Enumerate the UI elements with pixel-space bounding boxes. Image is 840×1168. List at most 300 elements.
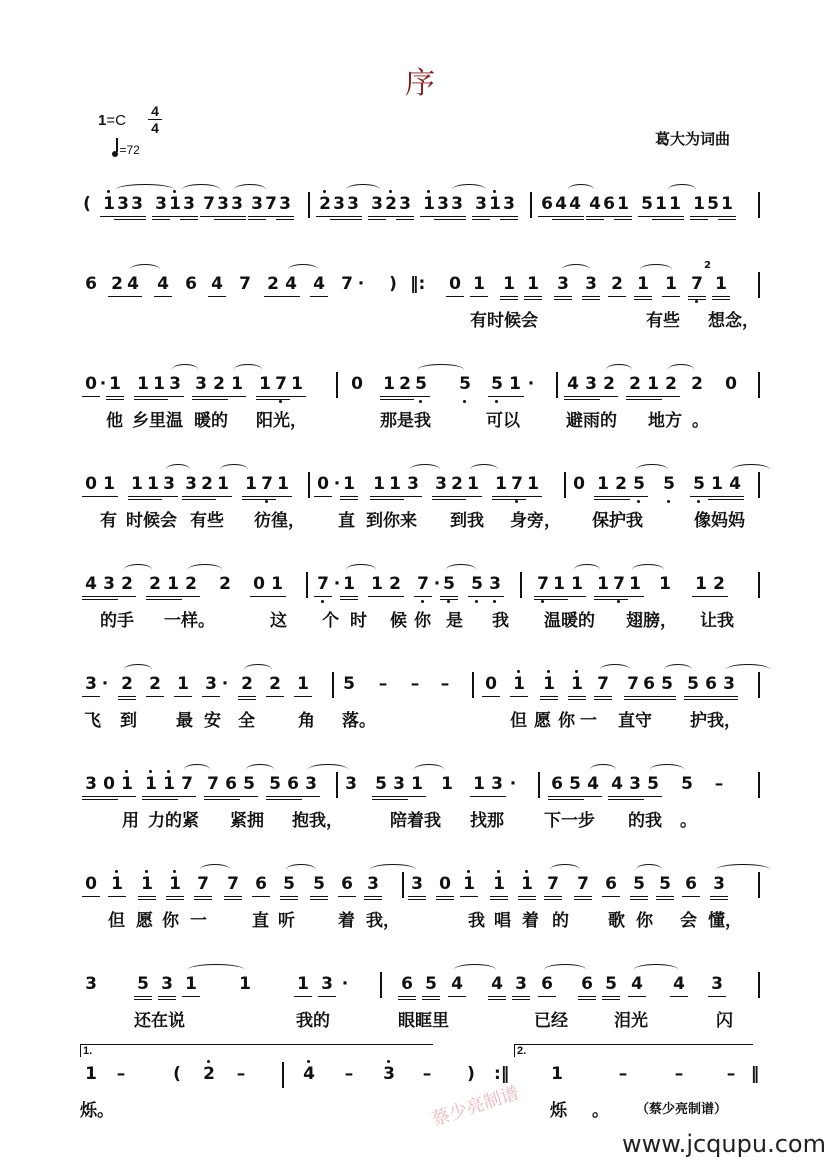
score-line	[80, 188, 770, 248]
barline	[758, 472, 760, 498]
octave-dot	[547, 670, 550, 673]
lyric-text: 你	[162, 911, 179, 931]
octave-dot	[389, 190, 392, 193]
score-line	[80, 368, 770, 431]
note-token: 3	[155, 194, 167, 214]
tie-slur	[446, 564, 476, 575]
note-token: 2	[149, 674, 161, 694]
note-token: 5	[425, 974, 437, 994]
octave-dot	[323, 190, 326, 193]
lyrics-line	[80, 506, 770, 530]
lyric-text: 烁	[550, 1101, 567, 1121]
lyric-text: 我，	[366, 911, 400, 931]
note-token: 2	[611, 274, 623, 294]
key-signature	[98, 112, 126, 129]
note-token: 1	[185, 974, 197, 994]
lyric-text: 这	[270, 611, 287, 631]
tie-slur	[286, 864, 316, 875]
note-token: 2	[451, 474, 463, 494]
transcriber-credit: （蔡少亮制谱）	[636, 1102, 728, 1117]
note-token: 0	[351, 374, 363, 394]
note-token: 3	[85, 774, 97, 794]
note-token: ·	[333, 574, 341, 594]
note-token: 1	[167, 574, 179, 594]
octave-dot	[427, 190, 430, 193]
octave-dot	[279, 400, 282, 403]
note-token: 1	[542, 674, 556, 694]
note-token: 6	[551, 774, 563, 794]
octave-dot	[419, 400, 422, 403]
lyric-text: 愿	[534, 711, 551, 731]
watermark: 蔡少亮制谱	[429, 1082, 522, 1131]
note-token: –	[116, 1064, 126, 1084]
note-token: 7	[690, 274, 704, 294]
lyric-text: 护我，	[690, 711, 741, 731]
note-token: 5	[458, 374, 472, 394]
note-token: 1	[715, 274, 727, 294]
octave-dot	[667, 500, 670, 503]
note-token: (	[83, 194, 91, 214]
score-line	[80, 260, 770, 331]
tie-slur	[220, 464, 248, 475]
note-token: ·	[357, 274, 365, 294]
note-token: 1	[371, 574, 383, 594]
note-token: 4	[451, 974, 463, 994]
octave-dot	[125, 770, 128, 773]
volta-bracket: 2.	[514, 1044, 753, 1057]
note-token: 1	[102, 194, 116, 214]
note-token: 1	[120, 774, 134, 794]
note-token: –	[618, 1064, 628, 1084]
note-token: 0	[103, 774, 115, 794]
note-token: –	[726, 1064, 736, 1084]
barline	[520, 572, 522, 598]
note-token: 3	[131, 194, 143, 214]
lyric-text: 你	[414, 611, 431, 631]
note-token: (	[173, 1064, 181, 1084]
note-token: 1	[669, 194, 681, 214]
tie-slur	[346, 184, 380, 195]
lyric-text: 乡里温	[132, 411, 183, 431]
note-token: 5	[659, 874, 671, 894]
note-token: 3	[185, 474, 197, 494]
tie-slur	[346, 564, 376, 575]
note-token: 4	[569, 194, 581, 214]
barline	[556, 372, 558, 398]
note-token: 2	[691, 374, 703, 394]
note-token: ·	[509, 774, 517, 794]
note-token: 0	[485, 674, 497, 694]
tie-slur	[166, 464, 190, 475]
lyric-text: 的手	[100, 611, 134, 631]
tie-slur	[606, 364, 632, 375]
barline	[758, 372, 760, 398]
note-token: 2	[111, 274, 123, 294]
notes-line	[80, 1058, 770, 1088]
lyric-text: 一	[580, 711, 597, 731]
barline	[758, 772, 760, 798]
note-token: 1	[441, 774, 453, 794]
note-token: –	[410, 674, 420, 694]
note-token: 3	[713, 874, 725, 894]
note-token: 1	[629, 574, 641, 594]
note-token: 7	[203, 194, 215, 214]
lyric-text: 温暖的	[544, 611, 595, 631]
note-token: 0	[439, 874, 451, 894]
lyric-text: 彷徨，	[254, 511, 305, 531]
note-token: 5	[343, 674, 355, 694]
note-token: 3	[321, 974, 333, 994]
note-token: 2	[615, 474, 627, 494]
note-token: 3	[85, 674, 97, 694]
octave-dot	[695, 300, 698, 303]
lyric-text: 像妈妈	[694, 511, 745, 531]
tie-slur	[184, 764, 210, 775]
notes-line	[80, 968, 770, 998]
lyric-text: 一样。	[164, 611, 215, 631]
note-token: 3	[711, 974, 723, 994]
lyric-text: 一	[190, 911, 207, 931]
barline	[758, 192, 760, 218]
octave-dot	[475, 600, 478, 603]
note-token: 4	[157, 274, 169, 294]
grace-note: 2	[704, 260, 711, 271]
note-token: 1	[492, 874, 506, 894]
note-token: 1	[297, 674, 309, 694]
tie-slur	[634, 964, 678, 975]
note-token: 3	[382, 1064, 396, 1084]
tie-slur	[172, 364, 198, 375]
note-token: 1	[85, 1064, 97, 1084]
note-token: 1	[721, 194, 733, 214]
note-token: 7	[316, 574, 330, 594]
lyric-text: 着	[522, 911, 539, 931]
note-token: 6	[341, 874, 353, 894]
lyric-text: 保护我	[592, 511, 643, 531]
note-token: 7	[239, 274, 251, 294]
lyric-text: 下一步	[544, 811, 595, 831]
note-token: 1	[343, 474, 355, 494]
note-token: 5	[137, 974, 149, 994]
note-token: 6	[85, 274, 97, 294]
note-token: 2	[201, 474, 213, 494]
tie-slur	[636, 464, 668, 475]
volta-bracket: 1.	[80, 1044, 433, 1057]
octave-dot	[265, 500, 268, 503]
note-token: 5	[414, 374, 428, 394]
barline	[308, 472, 310, 498]
lyric-text: 他	[106, 411, 123, 431]
lyric-text: 抱我，	[292, 811, 343, 831]
barline	[758, 272, 760, 298]
lyric-text: 翅膀，	[626, 611, 677, 631]
lyric-text: 地方	[648, 411, 682, 431]
note-token: 0	[85, 374, 97, 394]
note-token: 3	[85, 974, 97, 994]
note-token: –	[422, 1064, 432, 1084]
tie-slur	[568, 184, 594, 195]
lyric-text: 有些	[646, 311, 680, 331]
score-line	[80, 968, 770, 1031]
notes-line	[80, 188, 770, 218]
notes-line	[80, 568, 770, 598]
notes-line	[80, 868, 770, 898]
lyrics-line	[80, 306, 770, 330]
tie-slur	[288, 264, 318, 275]
note-token: 3	[585, 274, 597, 294]
note-token: 0	[85, 474, 97, 494]
tie-slur	[562, 264, 590, 275]
note-token: 1	[597, 574, 609, 594]
lyrics-line	[80, 406, 770, 430]
note-token: 5	[692, 474, 706, 494]
note-token: 7	[207, 774, 219, 794]
lyric-text: 角	[298, 711, 315, 731]
lyric-text: 我	[468, 911, 485, 931]
lyric-text: 身旁，	[510, 511, 561, 531]
barline	[538, 772, 540, 798]
note-token: 4	[587, 774, 599, 794]
note-token: 5	[707, 194, 719, 214]
note-token: 3	[437, 194, 449, 214]
barline	[332, 672, 334, 698]
note-token: ·	[221, 674, 229, 694]
lyrics-line	[80, 1006, 770, 1030]
note-token: 4	[555, 194, 567, 214]
note-token: 6	[581, 974, 593, 994]
barline	[336, 372, 338, 398]
lyric-text: 有些	[190, 511, 224, 531]
lyric-text: 会	[680, 911, 697, 931]
tie-slur	[124, 664, 152, 675]
notes-line	[80, 668, 770, 698]
octave-dot	[447, 600, 450, 603]
note-token: 0	[573, 474, 585, 494]
note-token: 6	[225, 774, 237, 794]
lyric-text: 陪着我	[390, 811, 441, 831]
tie-slur	[590, 764, 616, 775]
note-token: 3	[451, 194, 463, 214]
note-token: 2	[267, 274, 279, 294]
note-token: 7	[274, 374, 288, 394]
note-token: 1	[665, 274, 677, 294]
note-token: 1	[144, 774, 158, 794]
note-token: ·	[99, 374, 107, 394]
note-token: 1	[411, 774, 423, 794]
note-token: 7	[547, 874, 559, 894]
note-token: 1	[637, 274, 649, 294]
note-token: 7	[260, 474, 274, 494]
note-token: ·	[101, 674, 109, 694]
note-token: 6	[541, 194, 553, 214]
note-token: 2	[241, 674, 253, 694]
lyric-text: 找那	[470, 811, 504, 831]
note-token: 6	[605, 874, 617, 894]
note-token: 7	[577, 874, 589, 894]
note-token: 5	[313, 874, 325, 894]
lyric-text: 。	[692, 411, 709, 431]
lyric-text: 时	[350, 611, 367, 631]
note-token: 1	[659, 574, 671, 594]
lyric-text: 的我	[628, 811, 662, 831]
barline	[472, 672, 474, 698]
tie-slur	[668, 364, 694, 375]
barline	[758, 872, 760, 898]
barline	[380, 972, 382, 998]
lyric-text: 安	[204, 711, 221, 731]
lyric-text: 你	[558, 711, 575, 731]
note-token: 3	[117, 194, 129, 214]
note-token: –	[674, 1064, 684, 1084]
note-token: 1	[103, 474, 115, 494]
octave-dot	[515, 500, 518, 503]
lyric-text: 我的	[296, 1011, 330, 1031]
note-token: 3	[629, 774, 641, 794]
note-token: 6	[401, 974, 413, 994]
tie-slur	[716, 864, 770, 875]
octave-dot	[107, 190, 110, 193]
note-token: 5	[569, 774, 581, 794]
note-token: –	[236, 1064, 246, 1084]
note-token: 3	[407, 474, 419, 494]
lyric-text: 到你来	[366, 511, 417, 531]
tie-slur	[308, 764, 348, 775]
lyric-text: 紧拥	[230, 811, 264, 831]
note-token: 1	[551, 1064, 563, 1084]
note-token: 1	[217, 474, 229, 494]
note-token: 1	[527, 274, 539, 294]
lyric-text: 飞	[84, 711, 101, 731]
notes-line	[80, 768, 770, 798]
note-token: 4	[589, 194, 601, 214]
note-token: –	[344, 1064, 354, 1084]
score-line	[80, 768, 770, 831]
note-token: 1	[245, 474, 257, 494]
octave-dot	[517, 670, 520, 673]
note-token: –	[440, 674, 450, 694]
key-number: 1	[98, 112, 107, 129]
tie-slur	[632, 564, 664, 575]
octave-dot	[149, 770, 152, 773]
octave-dot	[167, 770, 170, 773]
note-token: )	[389, 274, 397, 294]
lyric-text: 眼眶里	[398, 1011, 449, 1031]
note-token: 3	[333, 194, 345, 214]
note-token: 0	[85, 874, 97, 894]
note-token: 3	[183, 194, 195, 214]
tie-slur	[370, 864, 416, 875]
lyric-text: 唱	[494, 911, 511, 931]
note-token: 6	[541, 974, 553, 994]
tempo-marking	[112, 140, 140, 157]
note-token: 3	[195, 374, 207, 394]
note-token: 1	[462, 874, 476, 894]
score-title: 序	[405, 66, 435, 101]
note-token: 5	[661, 674, 673, 694]
note-token: 3	[475, 194, 487, 214]
tie-slur	[414, 764, 444, 775]
note-token: 1	[647, 374, 659, 394]
note-token: 6	[643, 674, 655, 694]
time-sig-top: 4	[151, 103, 159, 119]
note-token: 1	[527, 474, 539, 494]
note-token: 1	[147, 474, 159, 494]
note-token: 7	[416, 574, 430, 594]
note-token: 1	[467, 474, 479, 494]
note-token: 3	[723, 674, 735, 694]
note-token: ‖:	[410, 274, 426, 294]
note-token: 1	[695, 574, 707, 594]
note-token: 0	[449, 274, 461, 294]
lyric-text: 用	[122, 811, 139, 831]
note-token: 2	[149, 574, 161, 594]
barline	[564, 472, 566, 498]
tie-slur	[574, 564, 600, 575]
note-token: 6	[603, 194, 615, 214]
note-token: 4	[313, 274, 325, 294]
lyric-text: 时候会	[126, 511, 177, 531]
lyric-text: 歌	[608, 911, 625, 931]
lyrics-line	[80, 806, 770, 830]
note-token: 2	[399, 374, 411, 394]
note-token: 1	[503, 274, 515, 294]
lyric-text: 直守	[618, 711, 652, 731]
note-token: 3	[217, 194, 229, 214]
tie-slur	[234, 184, 266, 195]
lyric-text: 。	[680, 811, 697, 831]
note-token: 2	[603, 374, 615, 394]
octave-dot	[617, 600, 620, 603]
note-token: 1	[473, 774, 485, 794]
note-token: 1	[495, 474, 507, 494]
lyric-text: 但	[108, 911, 125, 931]
lyric-text: 泪光	[614, 1011, 648, 1031]
note-token: 3	[205, 674, 217, 694]
note-token: ·	[333, 474, 341, 494]
note-token: 1	[131, 474, 143, 494]
barline	[758, 972, 760, 998]
lyric-text: 让我	[700, 611, 734, 631]
note-token: 4	[211, 274, 223, 294]
note-stem	[116, 138, 118, 152]
lyrics-line	[80, 906, 770, 930]
note-token: 6	[287, 774, 299, 794]
note-token: –	[714, 774, 724, 794]
note-token: 0	[253, 574, 265, 594]
note-token: 4	[729, 474, 741, 494]
note-token: 1	[520, 874, 534, 894]
note-token: 1	[693, 194, 705, 214]
note-token: 1	[373, 474, 385, 494]
note-token: 3	[488, 574, 502, 594]
octave-dot	[321, 600, 324, 603]
note-token: 1	[473, 274, 485, 294]
barline	[758, 572, 760, 598]
octave-dot	[207, 1060, 210, 1063]
note-token: 4	[611, 774, 623, 794]
composer-credit: 葛大为词曲	[655, 130, 731, 148]
lyric-text: 愿	[136, 911, 153, 931]
note-token: 4	[85, 574, 97, 594]
note-token: 3	[251, 194, 263, 214]
note-token: 1	[137, 374, 149, 394]
lyric-text: 暖的	[194, 411, 228, 431]
note-token: 5	[662, 474, 676, 494]
tie-slur	[200, 864, 230, 875]
note-token: ·	[341, 974, 349, 994]
tie-slur	[600, 664, 630, 675]
note-token: 1	[231, 374, 243, 394]
